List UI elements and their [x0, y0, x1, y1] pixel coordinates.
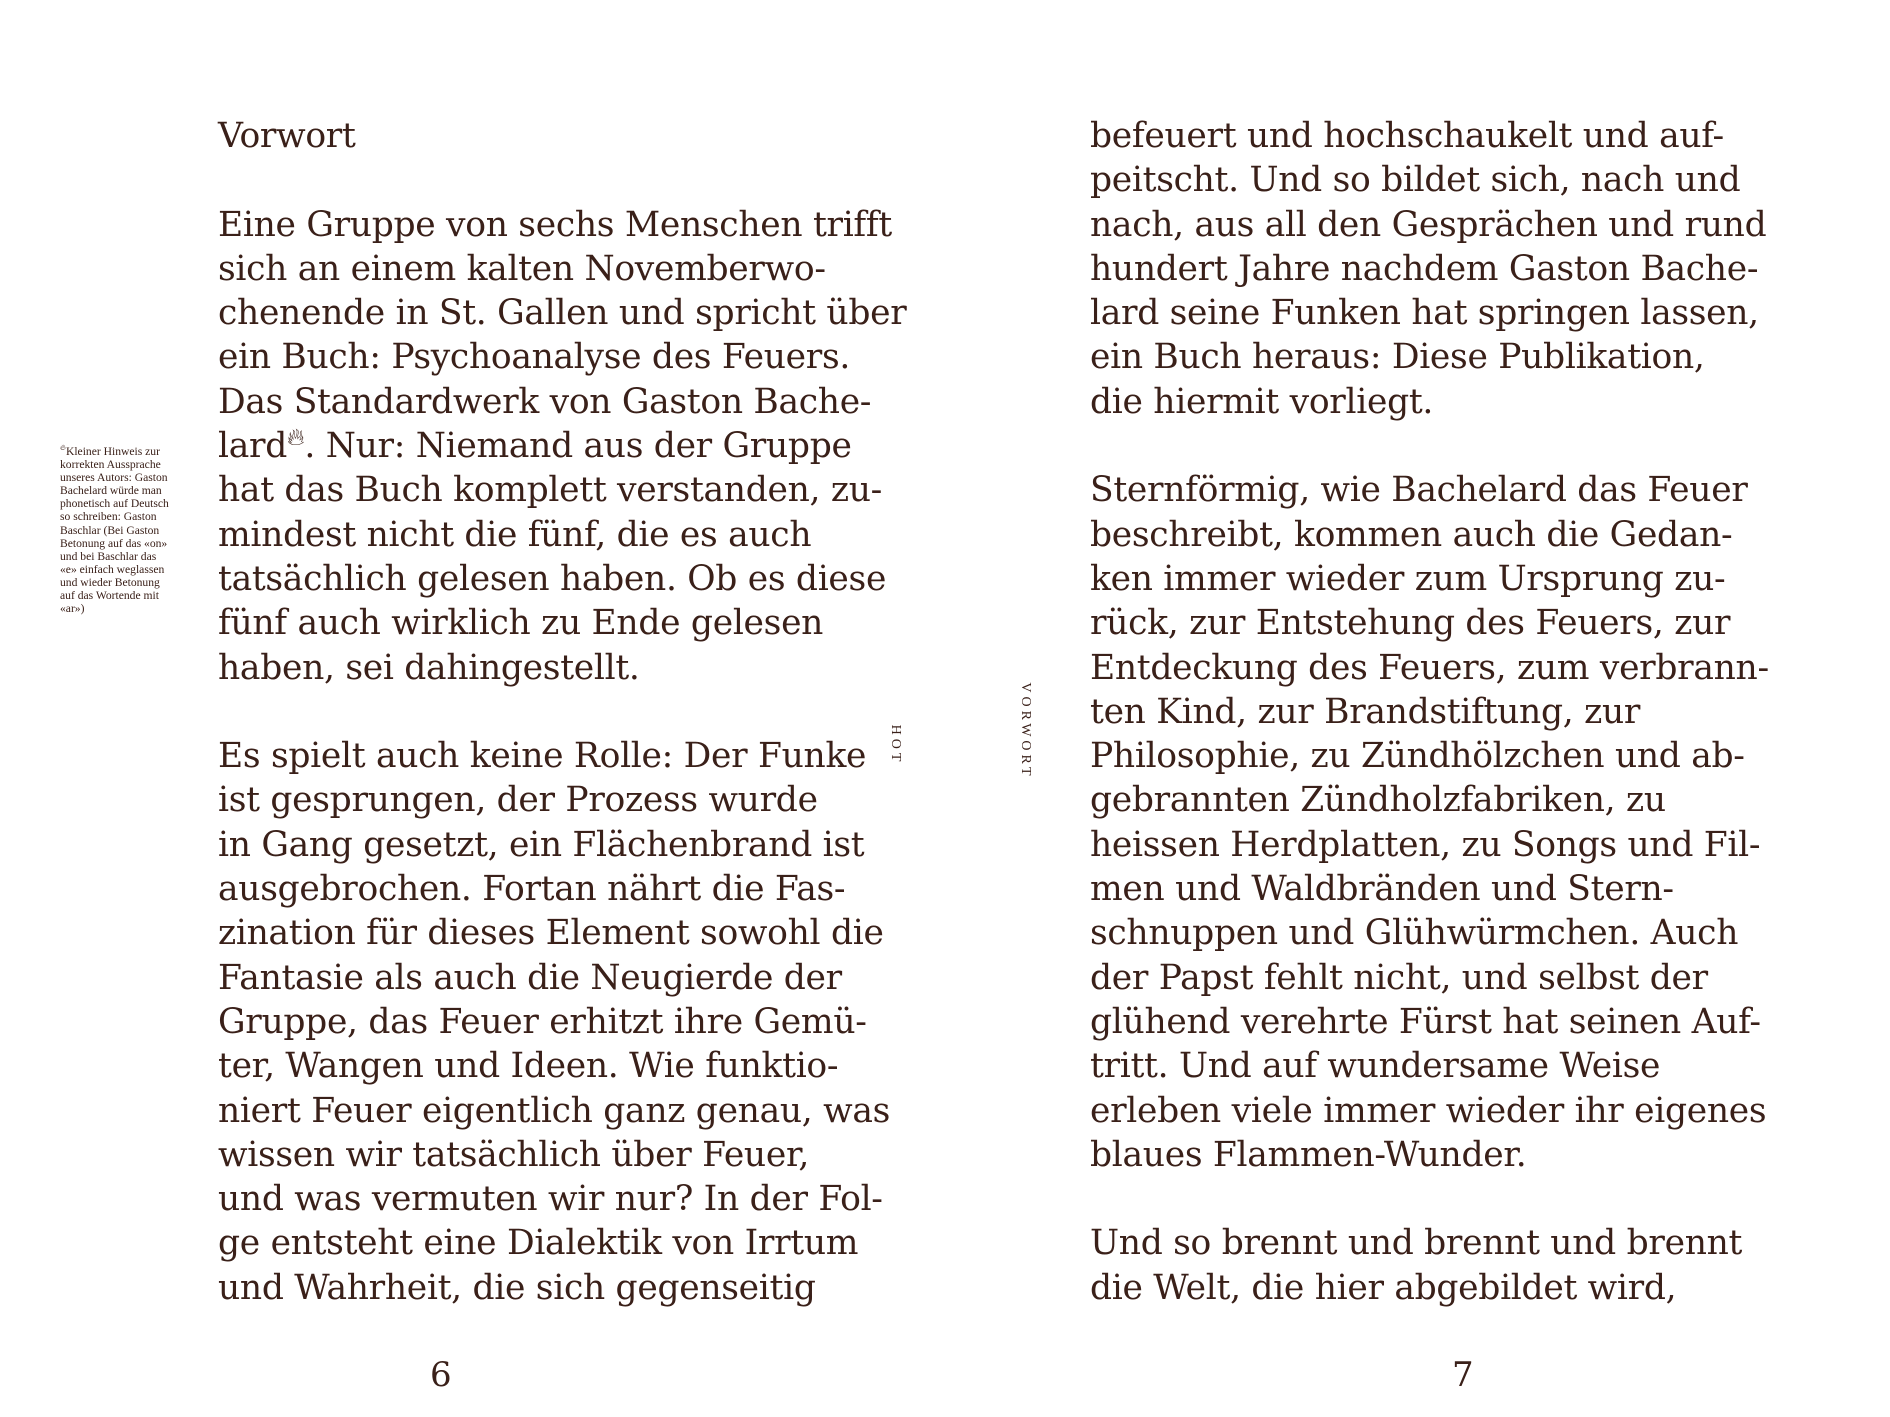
text-line: ausgebrochen. Fortan nährt die Fas- — [218, 869, 846, 910]
text-line: niert Feuer eigentlich ganz genau, was — [218, 1090, 891, 1131]
footnote-line: Betonung auf das «on» — [60, 536, 168, 550]
right-page — [945, 0, 1890, 1417]
paragraph-gap — [1090, 424, 1769, 468]
page-number-left: 6 — [430, 1355, 452, 1395]
text-line: Und so brennt und brennt und brennt — [1090, 1223, 1743, 1264]
footnote-line: phonetisch auf Deutsch — [60, 497, 169, 511]
text-line: zination für dieses Element sowohl die — [218, 913, 884, 954]
text-line: heissen Herdplatten, zu Songs und Fil- — [1090, 824, 1761, 865]
page-title: Vorwort — [218, 116, 356, 156]
text-line: ten Kind, zur Brandstiftung, zur — [1090, 691, 1641, 732]
text-line: lard seine Funken hat springen lassen, — [1090, 293, 1759, 334]
footnote-line: auf das Wortende mit — [60, 589, 159, 603]
text-line: Philosophie, zu Zündhölzchen und ab- — [1090, 736, 1745, 777]
text-line: die Welt, die hier abgebildet wird, — [1090, 1267, 1677, 1308]
text-line: schnuppen und Glühwürmchen. Auch — [1090, 913, 1739, 954]
text-line: tatsächlich gelesen haben. Ob es diese — [218, 558, 887, 599]
text-line: lard🔥︎. Nur: Niemand aus der Gruppe — [218, 422, 852, 467]
footnote: 🔥︎Kleiner Hinweis zur korrekten Aussprache unseres Autors: Gaston Bachelard würde man phonetisch auf Deutsch so schreiben: Gaston Baschlar (Bei Gaston Betonung auf das «on» und bei Baschlar das «e» einfach weglassen und wieder Betonung auf das Wortende mit «ar») — [60, 443, 169, 616]
text-line: glühend verehrte Fürst hat seinen Auf- — [1090, 1001, 1761, 1042]
right-text-column — [1090, 114, 1769, 1310]
text-line: Es spielt auch keine Rolle: Der Funke — [218, 736, 867, 777]
text-line: chenende in St. Gallen und spricht über — [218, 293, 907, 334]
text-line: ist gesprungen, der Prozess wurde — [218, 780, 818, 821]
text-line: sich an einem kalten Novemberwo- — [218, 248, 826, 289]
text-line: nach, aus all den Gesprächen und rund — [1090, 204, 1767, 245]
text-line: Sternförmig, wie Bachelard das Feuer — [1090, 470, 1748, 511]
text-line: wissen wir tatsächlich über Feuer, — [218, 1134, 810, 1175]
footnote-line: so schreiben: Gaston — [60, 510, 157, 524]
text-line: ge entsteht eine Dialektik von Irrtum — [218, 1223, 859, 1264]
footnote-line: Kleiner Hinweis zur — [65, 445, 160, 458]
running-head-left: HOT — [888, 724, 903, 766]
running-head-right: VORWORT — [1018, 682, 1033, 780]
text-line: fünf auch wirklich zu Ende gelesen — [218, 603, 824, 644]
text-line: in Gang gesetzt, ein Flächenbrand ist — [218, 824, 865, 865]
left-text-column — [218, 114, 906, 1310]
text-line: Eine Gruppe von sechs Menschen trifft — [218, 204, 892, 245]
footnote-line: Bachelard würde man — [60, 484, 162, 498]
footnote-line: «e» einfach weglassen — [60, 562, 165, 576]
page-number-right: 7 — [1452, 1355, 1474, 1395]
text-line: ein Buch heraus: Diese Publikation, — [1090, 337, 1705, 378]
text-line: hat das Buch komplett verstanden, zu- — [218, 470, 883, 511]
text-line: Fantasie als auch die Neugierde der — [218, 957, 842, 998]
text-line: und was vermuten wir nur? In der Fol- — [218, 1179, 883, 1220]
paragraph-gap — [1090, 1177, 1769, 1221]
text-line: Das Standardwerk von Gaston Bache- — [218, 381, 872, 422]
text-line: befeuert und hochschaukelt und auf- — [1090, 116, 1724, 156]
footnote-line: und wieder Betonung — [60, 575, 160, 589]
text-line: peitscht. Und so bildet sich, nach und — [1090, 160, 1741, 201]
text-line: der Papst fehlt nicht, und selbst der — [1090, 957, 1708, 998]
text-line: Gruppe, das Feuer erhitzt ihre Gemü- — [218, 1001, 867, 1042]
text-line: Entdeckung des Feuers, zum verbrann- — [1090, 647, 1769, 688]
text-line: tritt. Und auf wundersame Weise — [1090, 1046, 1661, 1087]
text-fragment: . Nur: Niemand aus der Gruppe — [304, 426, 852, 467]
text-line: rück, zur Entstehung des Feuers, zur — [1090, 603, 1731, 644]
text-line: men und Waldbränden und Stern- — [1090, 869, 1674, 910]
text-line: beschreibt, kommen auch die Gedan- — [1090, 514, 1733, 555]
footnote-line: unseres Autors: Gaston — [60, 471, 168, 485]
footnote-line: und bei Baschlar das — [60, 549, 157, 563]
text-line: erleben viele immer wieder ihr eigenes — [1090, 1090, 1767, 1131]
text-line: die hiermit vorliegt. — [1090, 381, 1434, 422]
text-line: ter, Wangen und Ideen. Wie funktio- — [218, 1046, 839, 1087]
text-line: hundert Jahre nachdem Gaston Bache- — [1090, 248, 1759, 289]
footnote-line: korrekten Aussprache — [60, 458, 161, 472]
footnote-line: Baschlar (Bei Gaston — [60, 523, 160, 537]
text-line: und Wahrheit, die sich gegenseitig — [218, 1267, 816, 1308]
paragraph-gap — [218, 690, 906, 734]
text-line: blaues Flammen-Wunder. — [1090, 1134, 1527, 1175]
footnote-line: «ar») — [60, 602, 85, 616]
text-fragment: lard — [218, 426, 287, 467]
text-line: ein Buch: Psychoanalyse des Feuers. — [218, 337, 851, 378]
text-line: ken immer wieder zum Ursprung zu- — [1090, 558, 1726, 599]
text-line: gebrannten Zündholzfabriken, zu — [1090, 780, 1666, 821]
text-line: mindest nicht die fünf, die es auch — [218, 514, 812, 555]
text-line: haben, sei dahingestellt. — [218, 647, 640, 688]
